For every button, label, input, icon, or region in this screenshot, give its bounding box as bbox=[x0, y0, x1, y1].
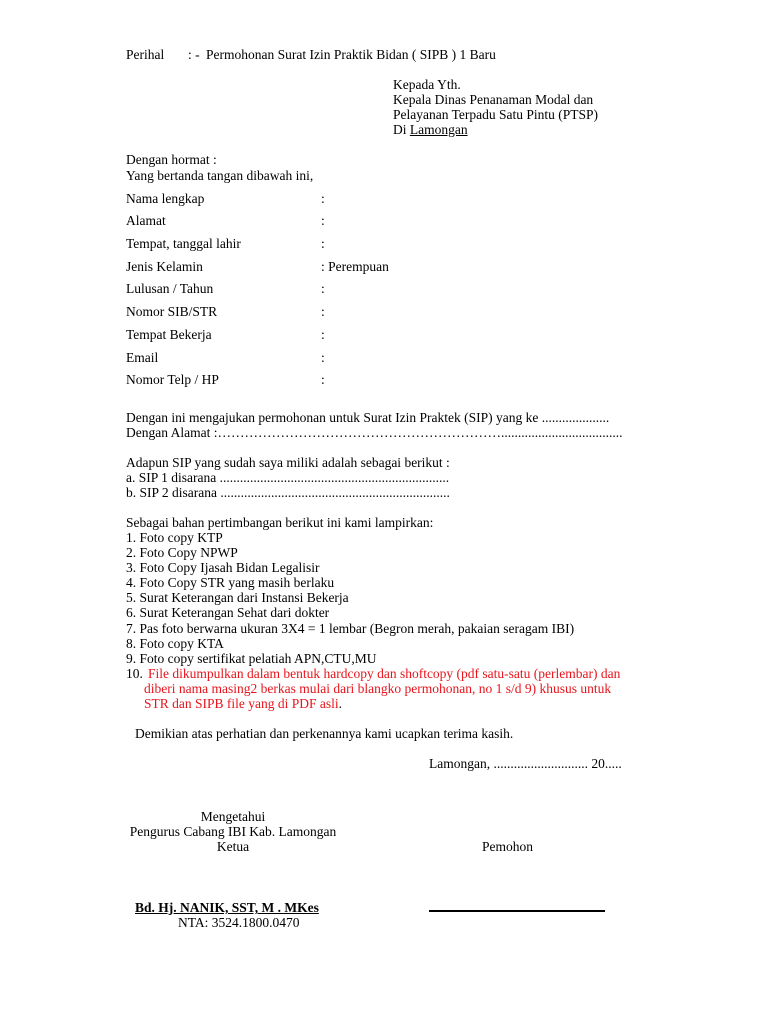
sig-left-line1: Mengetahui bbox=[200, 809, 266, 824]
attachment-item: 2. Foto Copy NPWP bbox=[126, 545, 238, 560]
attachment-item: 3. Foto Copy Ijasah Bidan Legalisir bbox=[126, 560, 320, 575]
attachment-item-10-number: 10. bbox=[126, 666, 143, 681]
recipient-city-line bbox=[393, 122, 468, 137]
field-value-alamat: : bbox=[321, 213, 325, 228]
field-value-lulusan: : bbox=[321, 281, 325, 296]
field-label-sib-str: Nomor SIB/STR bbox=[126, 304, 218, 319]
field-label-lulusan: Lulusan / Tahun bbox=[126, 281, 214, 296]
recipient-line2: Kepala Dinas Penanaman Modal dan bbox=[393, 92, 594, 107]
sig-left-nta: NTA: 3524.1800.0470 bbox=[178, 915, 300, 930]
field-value-jenis-kelamin: : Perempuan bbox=[321, 259, 389, 274]
field-value-email: : bbox=[321, 350, 325, 365]
perihal-separator: : - bbox=[188, 47, 200, 62]
attachment-item-10-period: . bbox=[338, 696, 343, 711]
sig-left-line2: Pengurus Cabang IBI Kab. Lamongan bbox=[129, 824, 337, 839]
attachment-item: 9. Foto copy sertifikat pelatiah APN,CTU,MU bbox=[126, 651, 377, 666]
place-date: Lamongan, ............................ 20..... bbox=[429, 756, 622, 771]
recipient-di: Di bbox=[393, 122, 407, 137]
signature-line bbox=[429, 910, 605, 912]
perihal-label: Perihal bbox=[126, 47, 165, 62]
attachment-item: 8. Foto copy KTA bbox=[126, 636, 224, 651]
attachments-intro: Sebagai bahan pertimbangan berikut ini kami lampirkan: bbox=[126, 515, 434, 530]
field-label-email: Email bbox=[126, 350, 159, 365]
field-value-tempat-bekerja: : bbox=[321, 327, 325, 342]
attachment-item-10-line3-wrap bbox=[144, 696, 342, 711]
intro-text: Yang bertanda tangan dibawah ini, bbox=[126, 168, 314, 183]
sip-item-b: b. SIP 2 disarana .................................................................... bbox=[126, 485, 450, 500]
field-value-telp: : bbox=[321, 372, 325, 387]
field-label-telp: Nomor Telp / HP bbox=[126, 372, 219, 387]
request-line1: Dengan ini mengajukan permohonan untuk Surat Izin Praktek (SIP) yang ke .................... bbox=[126, 410, 610, 425]
sip-intro: Adapun SIP yang sudah saya miliki adalah sebagai berikut : bbox=[126, 455, 450, 470]
recipient-line3: Pelayanan Terpadu Satu Pintu (PTSP) bbox=[393, 107, 599, 122]
sig-left-name: Bd. Hj. NANIK, SST, M . MKes bbox=[135, 900, 319, 915]
field-label-ttl: Tempat, tanggal lahir bbox=[126, 236, 241, 251]
field-value-nama: : bbox=[321, 191, 325, 206]
field-label-nama: Nama lengkap bbox=[126, 191, 205, 206]
attachment-item: 7. Pas foto berwarna ukuran 3X4 = 1 lembar (Begron merah, pakaian seragam IBI) bbox=[126, 621, 575, 636]
field-label-tempat-bekerja: Tempat Bekerja bbox=[126, 327, 212, 342]
attachment-item-10-line2: diberi nama masing2 berkas mulai dari blangko permohonan, no 1 s/d 9) khusus untuk bbox=[144, 681, 612, 696]
attachment-item: 1. Foto copy KTP bbox=[126, 530, 223, 545]
closing-text: Demikian atas perhatian dan perkenannya kami ucapkan terima kasih. bbox=[135, 726, 514, 741]
recipient-city: Lamongan bbox=[409, 122, 468, 137]
field-label-alamat: Alamat bbox=[126, 213, 166, 228]
sip-item-a: a. SIP 1 disarana .................................................................... bbox=[126, 470, 450, 485]
attachment-item-10-line3: STR dan SIPB file yang di PDF asli bbox=[144, 696, 339, 711]
sig-left-line3: Ketua bbox=[216, 839, 250, 854]
request-line2: Dengan Alamat :……………………………………………………….................................... bbox=[126, 425, 623, 440]
attachment-item: 4. Foto Copy STR yang masih berlaku bbox=[126, 575, 335, 590]
perihal-text: Permohonan Surat Izin Praktik Bidan ( SIPB ) 1 Baru bbox=[206, 47, 496, 62]
attachment-item: 6. Surat Keterangan Sehat dari dokter bbox=[126, 605, 330, 620]
greeting: Dengan hormat : bbox=[126, 152, 217, 167]
field-value-sib-str: : bbox=[321, 304, 325, 319]
field-label-jenis-kelamin: Jenis Kelamin bbox=[126, 259, 203, 274]
sig-right-title: Pemohon bbox=[482, 839, 534, 854]
attachment-item-10-line1: File dikumpulkan dalam bentuk hardcopy dan shoftcopy (pdf satu-satu (perlembar) dan bbox=[148, 666, 621, 681]
field-value-ttl: : bbox=[321, 236, 325, 251]
attachment-item: 5. Surat Keterangan dari Instansi Bekerja bbox=[126, 590, 349, 605]
recipient-line1: Kepada Yth. bbox=[393, 77, 461, 92]
